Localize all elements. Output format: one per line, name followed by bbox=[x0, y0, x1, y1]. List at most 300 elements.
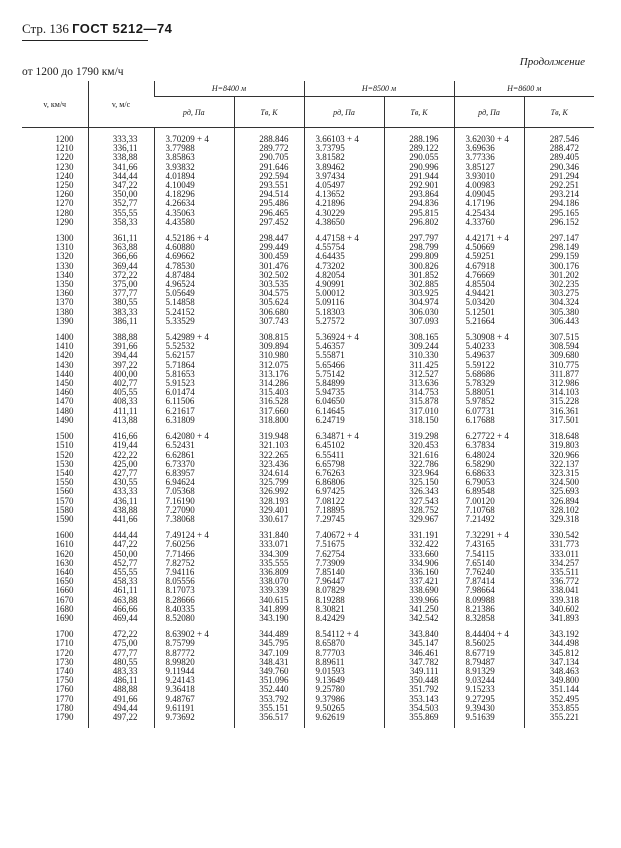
table-cell: 4.47158 + 4 bbox=[304, 234, 384, 243]
table-cell: 315.878 bbox=[384, 397, 454, 406]
table-cell: 7.85140 bbox=[304, 568, 384, 577]
table-cell: 1360 bbox=[55, 288, 74, 299]
table-cell: 353.143 bbox=[384, 695, 454, 704]
table-cell: 6.48024 bbox=[454, 451, 524, 460]
table-row bbox=[22, 614, 594, 623]
table-row bbox=[22, 317, 594, 326]
table-row bbox=[22, 605, 594, 614]
table-row bbox=[22, 243, 594, 252]
table-cell: 298.447 bbox=[234, 234, 304, 243]
table-cell: 5.30908 + 4 bbox=[454, 333, 524, 342]
table-cell: 5.62157 bbox=[154, 351, 234, 360]
table-cell: 305.624 bbox=[234, 298, 304, 307]
table-cell: 338.690 bbox=[384, 586, 454, 595]
table-cell: 3.77988 bbox=[154, 144, 234, 153]
table-cell: 7.21492 bbox=[454, 515, 524, 524]
table-cell: 299.809 bbox=[384, 252, 454, 261]
table-cell: 319.298 bbox=[384, 432, 454, 441]
page-number: Стр. 136 bbox=[22, 21, 69, 36]
table-cell: 307.093 bbox=[384, 317, 454, 326]
table-cell: 296.802 bbox=[384, 218, 454, 227]
table-cell: 1310 bbox=[55, 242, 74, 253]
table-cell: 331.840 bbox=[234, 531, 304, 540]
table-cell: 7.51675 bbox=[304, 540, 384, 549]
table-row bbox=[22, 342, 594, 351]
table-cell: 6.73370 bbox=[154, 460, 234, 469]
table-cell: 1700 bbox=[55, 629, 74, 640]
table-cell: 1750 bbox=[55, 675, 74, 686]
table-cell: 6.68633 bbox=[454, 469, 524, 478]
table-cell: 1500 bbox=[55, 431, 74, 442]
col-header-v-kmh: v, км/ч bbox=[22, 81, 88, 128]
table-cell: 289.772 bbox=[234, 144, 304, 153]
table-cell: 402,77 bbox=[88, 379, 154, 388]
table-cell: 1280 bbox=[55, 207, 74, 218]
table-cell: 6.24719 bbox=[304, 416, 384, 425]
table-cell: 5.03420 bbox=[454, 298, 524, 307]
table-cell: 391,66 bbox=[88, 342, 154, 351]
table-cell: 1410 bbox=[55, 341, 74, 352]
table-cell: 1620 bbox=[55, 548, 74, 559]
table-cell: 7.49124 + 4 bbox=[154, 531, 234, 540]
table-cell: 8.52080 bbox=[154, 614, 234, 623]
table-cell: 9.73692 bbox=[154, 713, 234, 722]
table-cell: 353.792 bbox=[234, 695, 304, 704]
table-cell: 6.52431 bbox=[154, 441, 234, 450]
table-cell: 6.58290 bbox=[454, 460, 524, 469]
table-cell: 323.436 bbox=[234, 460, 304, 469]
table-cell: 326.894 bbox=[524, 497, 594, 506]
table-cell: 350.448 bbox=[384, 676, 454, 685]
table-cell: 347,22 bbox=[88, 181, 154, 190]
col-header-h8600: H=8600 м bbox=[454, 81, 594, 97]
table-cell: 3.85863 bbox=[154, 153, 234, 162]
table-row bbox=[22, 234, 594, 243]
table-row bbox=[22, 379, 594, 388]
table-cell: 7.05368 bbox=[154, 487, 234, 496]
table-cell: 301.476 bbox=[234, 262, 304, 271]
table-cell: 344.498 bbox=[524, 639, 594, 648]
table-cell: 290.996 bbox=[384, 163, 454, 172]
table-cell: 7.00120 bbox=[454, 497, 524, 506]
table-cell: 5.94735 bbox=[304, 388, 384, 397]
table-cell: 394,44 bbox=[88, 351, 154, 360]
table-cell: 8.63902 + 4 bbox=[154, 630, 234, 639]
table-cell: 8.99820 bbox=[154, 658, 234, 667]
table-cell: 291.294 bbox=[524, 172, 594, 181]
table-cell: 287.546 bbox=[524, 135, 594, 144]
table-cell: 9.62619 bbox=[304, 713, 384, 722]
table-cell: 1260 bbox=[55, 189, 74, 200]
standard-code: ГОСТ 5212—74 bbox=[72, 21, 173, 36]
table-cell: 335.555 bbox=[234, 559, 304, 568]
col-header-p: pд, Па bbox=[154, 97, 234, 128]
table-cell: 351.144 bbox=[524, 685, 594, 694]
table-cell: 6.14645 bbox=[304, 407, 384, 416]
page-header bbox=[22, 21, 172, 37]
table-cell: 472,22 bbox=[88, 630, 154, 639]
table-cell: 6.45102 bbox=[304, 441, 384, 450]
table-cell: 336.772 bbox=[524, 577, 594, 586]
table-cell: 375,00 bbox=[88, 280, 154, 289]
table-cell: 408,33 bbox=[88, 397, 154, 406]
table-cell: 297.797 bbox=[384, 234, 454, 243]
table-cell: 333.011 bbox=[524, 550, 594, 559]
table-cell: 352.495 bbox=[524, 695, 594, 704]
table-cell: 325.693 bbox=[524, 487, 594, 496]
table-cell: 400,00 bbox=[88, 370, 154, 379]
table-cell: 291.646 bbox=[234, 163, 304, 172]
table-cell: 4.01894 bbox=[154, 172, 234, 181]
table-cell: 397,22 bbox=[88, 361, 154, 370]
table-cell: 328.193 bbox=[234, 497, 304, 506]
table-cell: 4.87484 bbox=[154, 271, 234, 280]
table-cell: 4.05497 bbox=[304, 181, 384, 190]
table-cell: 7.08122 bbox=[304, 497, 384, 506]
table-cell: 298.149 bbox=[524, 243, 594, 252]
table-cell: 1210 bbox=[55, 143, 74, 154]
table-cell: 377,77 bbox=[88, 289, 154, 298]
table-cell: 322.786 bbox=[384, 460, 454, 469]
table-cell: 1380 bbox=[55, 306, 74, 317]
table-row bbox=[22, 298, 594, 307]
table-cell: 334.309 bbox=[234, 550, 304, 559]
table-cell: 9.13649 bbox=[304, 676, 384, 685]
col-header-h8400: H=8400 м bbox=[154, 81, 304, 97]
table-cell: 312.986 bbox=[524, 379, 594, 388]
table-cell: 338.070 bbox=[234, 577, 304, 586]
table-cell: 8.44404 + 4 bbox=[454, 630, 524, 639]
table-cell: 6.62861 bbox=[154, 451, 234, 460]
table-cell: 338.041 bbox=[524, 586, 594, 595]
table-row bbox=[22, 540, 594, 549]
table-cell: 6.86806 bbox=[304, 478, 384, 487]
table-cell: 4.59251 bbox=[454, 252, 524, 261]
table-cell: 4.10049 bbox=[154, 181, 234, 190]
table-cell: 1680 bbox=[55, 603, 74, 614]
table-cell: 1510 bbox=[55, 440, 74, 451]
table-cell: 303.535 bbox=[234, 280, 304, 289]
table-cell: 349.760 bbox=[234, 667, 304, 676]
table-cell: 5.59122 bbox=[454, 361, 524, 370]
table-cell: 450,00 bbox=[88, 550, 154, 559]
table-cell: 8.77703 bbox=[304, 649, 384, 658]
table-row bbox=[22, 441, 594, 450]
table-cell: 6.04650 bbox=[304, 397, 384, 406]
table-cell: 9.51639 bbox=[454, 713, 524, 722]
table-cell: 307.515 bbox=[524, 333, 594, 342]
table-cell: 348.431 bbox=[234, 658, 304, 667]
table-cell: 326.343 bbox=[384, 487, 454, 496]
table-cell: 4.43580 bbox=[154, 218, 234, 227]
table-cell: 1720 bbox=[55, 647, 74, 658]
table-cell: 299.449 bbox=[234, 243, 304, 252]
table-cell: 388,88 bbox=[88, 333, 154, 342]
table-cell: 9.37986 bbox=[304, 695, 384, 704]
table-cell: 355.151 bbox=[234, 704, 304, 713]
table-cell: 341.899 bbox=[234, 605, 304, 614]
table-cell: 295.815 bbox=[384, 209, 454, 218]
table-cell: 411,11 bbox=[88, 407, 154, 416]
table-cell: 422,22 bbox=[88, 451, 154, 460]
table-cell: 4.33760 bbox=[454, 218, 524, 227]
table-cell: 300.176 bbox=[524, 262, 594, 271]
table-cell: 7.62754 bbox=[304, 550, 384, 559]
table-cell: 325.150 bbox=[384, 478, 454, 487]
table-cell: 315.228 bbox=[524, 397, 594, 406]
table-cell: 419,44 bbox=[88, 441, 154, 450]
table-cell: 5.71864 bbox=[154, 361, 234, 370]
table-cell: 290.055 bbox=[384, 153, 454, 162]
table-row bbox=[22, 559, 594, 568]
table-cell: 8.19288 bbox=[304, 596, 384, 605]
table-cell: 347.134 bbox=[524, 658, 594, 667]
table-cell: 314.286 bbox=[234, 379, 304, 388]
table-cell: 1790 bbox=[55, 711, 74, 722]
table-cell: 5.21664 bbox=[454, 317, 524, 326]
table-cell: 7.18895 bbox=[304, 506, 384, 515]
table-cell: 1430 bbox=[55, 359, 74, 370]
table-cell: 303.275 bbox=[524, 289, 594, 298]
table-cell: 1690 bbox=[55, 612, 74, 623]
table-cell: 4.50669 bbox=[454, 243, 524, 252]
table-cell: 6.55411 bbox=[304, 451, 384, 460]
table-cell: 483,33 bbox=[88, 667, 154, 676]
table-row bbox=[22, 397, 594, 406]
table-cell: 341.250 bbox=[384, 605, 454, 614]
table-cell: 289.405 bbox=[524, 153, 594, 162]
table-row bbox=[22, 163, 594, 172]
table-cell: 311.425 bbox=[384, 361, 454, 370]
table-cell: 1530 bbox=[55, 458, 74, 469]
table-cell: 314.753 bbox=[384, 388, 454, 397]
table-cell: 1220 bbox=[55, 152, 74, 163]
table-cell: 4.18296 bbox=[154, 190, 234, 199]
table-cell: 343.190 bbox=[234, 614, 304, 623]
table-cell: 5.78329 bbox=[454, 379, 524, 388]
table-cell: 1560 bbox=[55, 486, 74, 497]
table-cell: 5.14858 bbox=[154, 298, 234, 307]
table-cell: 355,55 bbox=[88, 209, 154, 218]
table-cell: 1230 bbox=[55, 161, 74, 172]
table-cell: 386,11 bbox=[88, 317, 154, 326]
table-cell: 333.660 bbox=[384, 550, 454, 559]
col-header-v-ms: v, м/с bbox=[88, 81, 154, 128]
table-cell: 343.192 bbox=[524, 630, 594, 639]
table-cell: 328.752 bbox=[384, 506, 454, 515]
table-cell: 7.27090 bbox=[154, 506, 234, 515]
table-cell: 3.93010 bbox=[454, 172, 524, 181]
table-cell: 5.81653 bbox=[154, 370, 234, 379]
table-row bbox=[22, 676, 594, 685]
table-cell: 5.24152 bbox=[154, 308, 234, 317]
table-cell: 497,22 bbox=[88, 713, 154, 722]
table-cell: 6.31809 bbox=[154, 416, 234, 425]
table-cell: 8.56025 bbox=[454, 639, 524, 648]
table-cell: 8.30821 bbox=[304, 605, 384, 614]
table-cell: 321.616 bbox=[384, 451, 454, 460]
table-row bbox=[22, 144, 594, 153]
table-cell: 342.542 bbox=[384, 614, 454, 623]
table-row bbox=[22, 209, 594, 218]
table-cell: 341,66 bbox=[88, 163, 154, 172]
table-cell: 6.94624 bbox=[154, 478, 234, 487]
table-cell: 4.69662 bbox=[154, 252, 234, 261]
table-cell: 5.40233 bbox=[454, 342, 524, 351]
table-cell: 7.96447 bbox=[304, 577, 384, 586]
table-cell: 366,66 bbox=[88, 252, 154, 261]
table-cell: 350,00 bbox=[88, 190, 154, 199]
table-cell: 337.421 bbox=[384, 577, 454, 586]
table-cell: 307.743 bbox=[234, 317, 304, 326]
table-cell: 288.846 bbox=[234, 135, 304, 144]
table-row bbox=[22, 172, 594, 181]
table-row bbox=[22, 667, 594, 676]
table-cell: 458,33 bbox=[88, 577, 154, 586]
table-cell: 7.10768 bbox=[454, 506, 524, 515]
table-cell: 7.76240 bbox=[454, 568, 524, 577]
table-cell: 7.82752 bbox=[154, 559, 234, 568]
continuation-label: Продолжение bbox=[519, 56, 585, 68]
table-cell: 299.159 bbox=[524, 252, 594, 261]
table-cell: 7.65140 bbox=[454, 559, 524, 568]
table-cell: 1400 bbox=[55, 332, 74, 343]
table-cell: 4.35063 bbox=[154, 209, 234, 218]
table-cell: 334.906 bbox=[384, 559, 454, 568]
table-cell: 358,33 bbox=[88, 218, 154, 227]
table-cell: 1730 bbox=[55, 656, 74, 667]
table-cell: 349.111 bbox=[384, 667, 454, 676]
table-cell: 9.48767 bbox=[154, 695, 234, 704]
table-row bbox=[22, 596, 594, 605]
table-cell: 1520 bbox=[55, 449, 74, 460]
table-cell: 1550 bbox=[55, 477, 74, 488]
table-row bbox=[22, 550, 594, 559]
table-row bbox=[22, 658, 594, 667]
table-cell: 4.94421 bbox=[454, 289, 524, 298]
table-cell: 9.11944 bbox=[154, 667, 234, 676]
table-cell: 333.071 bbox=[234, 540, 304, 549]
table-cell: 4.21896 bbox=[304, 199, 384, 208]
table-cell: 300.826 bbox=[384, 262, 454, 271]
table-cell: 7.94116 bbox=[154, 568, 234, 577]
table-cell: 355.221 bbox=[524, 713, 594, 722]
table-row bbox=[22, 351, 594, 360]
table-row bbox=[22, 333, 594, 342]
table-cell: 330.617 bbox=[234, 515, 304, 524]
table-cell: 4.52186 + 4 bbox=[154, 234, 234, 243]
table-cell: 288.472 bbox=[524, 144, 594, 153]
table-cell: 6.65798 bbox=[304, 460, 384, 469]
table-cell: 1610 bbox=[55, 539, 74, 550]
table-cell: 332.422 bbox=[384, 540, 454, 549]
table-cell: 308.165 bbox=[384, 333, 454, 342]
table-cell: 346.461 bbox=[384, 649, 454, 658]
table-cell: 1640 bbox=[55, 566, 74, 577]
table-cell: 4.64435 bbox=[304, 252, 384, 261]
table-row bbox=[22, 199, 594, 208]
table-cell: 4.78530 bbox=[154, 262, 234, 271]
table-cell: 6.34871 + 4 bbox=[304, 432, 384, 441]
table-cell: 290.705 bbox=[234, 153, 304, 162]
table-cell: 8.40335 bbox=[154, 605, 234, 614]
table-cell: 8.17073 bbox=[154, 586, 234, 595]
table-cell: 444,44 bbox=[88, 531, 154, 540]
table-cell: 6.97425 bbox=[304, 487, 384, 496]
table-cell: 1630 bbox=[55, 557, 74, 568]
table-cell: 343.840 bbox=[384, 630, 454, 639]
table-row bbox=[22, 218, 594, 227]
table-cell: 341.893 bbox=[524, 614, 594, 623]
table-cell: 353.855 bbox=[524, 704, 594, 713]
table-cell: 331.191 bbox=[384, 531, 454, 540]
table-cell: 7.98664 bbox=[454, 586, 524, 595]
table-cell: 5.84899 bbox=[304, 379, 384, 388]
table-cell: 5.52532 bbox=[154, 342, 234, 351]
table-cell: 8.28666 bbox=[154, 596, 234, 605]
table-cell: 9.61191 bbox=[154, 704, 234, 713]
table-cell: 6.27722 + 4 bbox=[454, 432, 524, 441]
table-cell: 323.315 bbox=[524, 469, 594, 478]
table-cell: 4.25434 bbox=[454, 209, 524, 218]
table-cell: 1780 bbox=[55, 702, 74, 713]
table-cell: 336.160 bbox=[384, 568, 454, 577]
table-cell: 320.966 bbox=[524, 451, 594, 460]
table-cell: 302.235 bbox=[524, 280, 594, 289]
table-cell: 329.401 bbox=[234, 506, 304, 515]
table-cell: 329.318 bbox=[524, 515, 594, 524]
table-cell: 292.251 bbox=[524, 181, 594, 190]
table-cell: 294.836 bbox=[384, 199, 454, 208]
table-cell: 291.944 bbox=[384, 172, 454, 181]
table-cell: 1480 bbox=[55, 405, 74, 416]
table-row bbox=[22, 639, 594, 648]
table-cell: 5.75142 bbox=[304, 370, 384, 379]
table-cell: 301.852 bbox=[384, 271, 454, 280]
table-cell: 7.40672 + 4 bbox=[304, 531, 384, 540]
table-cell: 344.489 bbox=[234, 630, 304, 639]
table-cell: 305.380 bbox=[524, 308, 594, 317]
table-cell: 310.330 bbox=[384, 351, 454, 360]
table-cell: 329.967 bbox=[384, 515, 454, 524]
table-cell: 441,66 bbox=[88, 515, 154, 524]
table-cell: 363,88 bbox=[88, 243, 154, 252]
table-cell: 313.636 bbox=[384, 379, 454, 388]
table-row bbox=[22, 531, 594, 540]
table-cell: 4.55754 bbox=[304, 243, 384, 252]
table-cell: 292.594 bbox=[234, 172, 304, 181]
table-cell: 4.73202 bbox=[304, 262, 384, 271]
table-cell: 8.07829 bbox=[304, 586, 384, 595]
table-row bbox=[22, 506, 594, 515]
table-cell: 425,00 bbox=[88, 460, 154, 469]
table-cell: 330.542 bbox=[524, 531, 594, 540]
table-cell: 312.527 bbox=[384, 370, 454, 379]
table-row bbox=[22, 416, 594, 425]
table-cell: 7.43165 bbox=[454, 540, 524, 549]
table-cell: 6.79053 bbox=[454, 478, 524, 487]
table-cell: 306.443 bbox=[524, 317, 594, 326]
table-cell: 475,00 bbox=[88, 639, 154, 648]
table-row bbox=[22, 252, 594, 261]
table-cell: 1490 bbox=[55, 414, 74, 425]
table-cell: 5.55871 bbox=[304, 351, 384, 360]
table-cell: 8.54112 + 4 bbox=[304, 630, 384, 639]
table-cell: 466,66 bbox=[88, 605, 154, 614]
table-row bbox=[22, 280, 594, 289]
table-body bbox=[22, 128, 594, 729]
table-cell: 361,11 bbox=[88, 234, 154, 243]
